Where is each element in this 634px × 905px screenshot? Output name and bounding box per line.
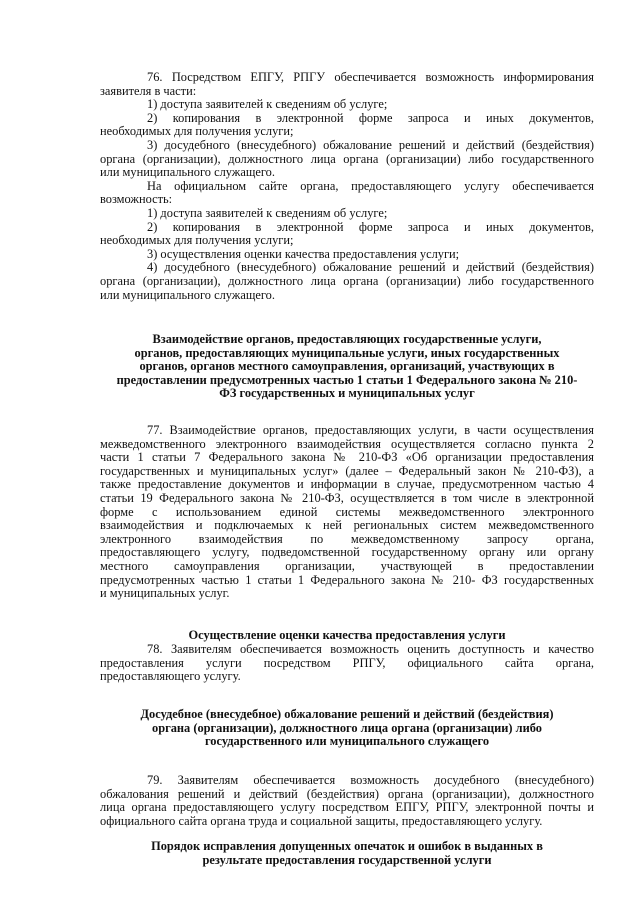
heading-quality-assessment: [96, 629, 598, 643]
heading-line: Досудебное (внесудебное) обжалование решений и действий (бездействия): [140, 707, 554, 721]
paragraph-76: [100, 71, 594, 302]
heading-pretrial-appeal: [96, 708, 598, 749]
text-line: лица органа предоставляющего услугу посредством ЕПГУ, РПГУ, электронной почты и: [100, 800, 594, 815]
paragraph-77: [100, 424, 594, 601]
heading-line: органов, предоставляющих муниципальные услуги, иных государственных: [134, 345, 560, 360]
text-line: 3) осуществления оценки качества предоставления услуги;: [147, 246, 460, 261]
text-line: и муниципальных услуг.: [100, 586, 230, 601]
text-line: также предоставление документов и информации в случае, предусмотренном частью 4: [100, 477, 594, 492]
text-line: органа (организации), должностного лица органа (организации) либо государственного: [100, 273, 594, 288]
text-line: 2) копирования в электронной форме запроса и иных документов,: [147, 219, 594, 234]
text-line: официального сайта органа труда и социальной защиты, предоставляющего услугу.: [100, 813, 543, 828]
text-line: статьи 19 Федерального закона № 210-ФЗ, осуществляется в том числе в электронной: [100, 490, 594, 505]
text-line: предоставляющего услугу, подведомственной государственному органу или органу: [100, 545, 594, 560]
heading-line: предоставлении предусмотренных частью 1 статьи 1 Федерального закона № 210-: [116, 372, 578, 387]
text-line: части 1 статьи 7 Федерального закона № 210-ФЗ «Об организации предоставления: [100, 450, 594, 465]
heading-line: государственного или муниципального служащего: [204, 734, 490, 749]
heading-line: Порядок исправления допущенных опечаток и ошибок в выданных в: [151, 839, 543, 853]
heading-line: ФЗ государственных и муниципальных услуг: [219, 386, 475, 401]
text-line: межведомственного электронного взаимодействия осуществляется согласно пункта 2: [100, 436, 594, 451]
text-line: 79. Заявителям обеспечивается возможность досудебного (внесудебного): [147, 773, 594, 787]
paragraph-79: [100, 774, 594, 828]
text-line: взаимодействия и подключаемых к ней региональных систем межведомственного: [100, 518, 594, 533]
text-line: необходимых для получения услуги;: [100, 233, 294, 248]
text-line: предоставления услуги посредством РПГУ, официального сайта органа,: [100, 655, 594, 670]
text-line: форме с использованием единой системы межведомственного электронного: [100, 504, 594, 519]
text-line: предоставляющего услугу.: [100, 669, 241, 684]
text-line: государственных и муниципальных услуг» (далее – Федеральный закон № 210-ФЗ), а: [100, 463, 594, 478]
text-line: электронного взаимодействия по межведомственному запросу органа,: [100, 531, 594, 546]
heading-line: результате предоставления государственной услуги: [202, 852, 492, 867]
text-line: 4) досудебного (внесудебного) обжалование решений и действий (бездействия): [147, 260, 594, 275]
text-line: предусмотренных частью 1 статьи 1 Федерального закона № 210- ФЗ государственных: [100, 572, 594, 587]
text-line: необходимых для получения услуги;: [100, 124, 294, 139]
text-line: или муниципального служащего.: [100, 165, 275, 180]
heading-line: Осуществление оценки качества предоставления услуги: [188, 628, 506, 642]
text-line: 3) досудебного (внесудебного) обжалование решений и действий (бездействия): [147, 137, 594, 152]
heading-line: органов, органов местного самоуправления, организаций, участвующих в: [139, 359, 555, 374]
text-line: заявителя в части:: [100, 83, 197, 98]
text-line: обжалования решений и действий (бездействия) органа (организации), должностного: [100, 786, 594, 801]
heading-line: Взаимодействие органов, предоставляющих государственные услуги,: [152, 332, 542, 346]
text-line: 76. Посредством ЕПГУ, РПГУ обеспечивается возможность информирования: [147, 70, 594, 84]
text-line: На официальном сайте органа, предоставляющего услугу обеспечивается: [147, 178, 594, 193]
heading-interaction: [96, 333, 598, 401]
text-line: местного самоуправления организации, участвующей в предоставлении: [100, 558, 594, 573]
text-line: 77. Взаимодействие органов, предоставляющих услуги, в части осуществления: [147, 423, 594, 437]
text-line: 2) копирования в электронной форме запроса и иных документов,: [147, 110, 594, 125]
text-line: 78. Заявителям обеспечивается возможность оценить доступность и качество: [147, 642, 594, 656]
text-line: 1) доступа заявителей к сведениям об услуге;: [147, 205, 388, 220]
text-line: 1) доступа заявителей к сведениям об услуге;: [147, 97, 388, 112]
paragraph-78: [100, 643, 594, 684]
heading-line: органа (организации), должностного лица органа (организации) либо: [152, 720, 542, 735]
heading-error-correction: [96, 840, 598, 867]
text-line: или муниципального служащего.: [100, 287, 275, 302]
text-line: возможность:: [100, 192, 173, 207]
text-line: органа (организации), должностного лица органа (организации) либо государственного: [100, 151, 594, 166]
